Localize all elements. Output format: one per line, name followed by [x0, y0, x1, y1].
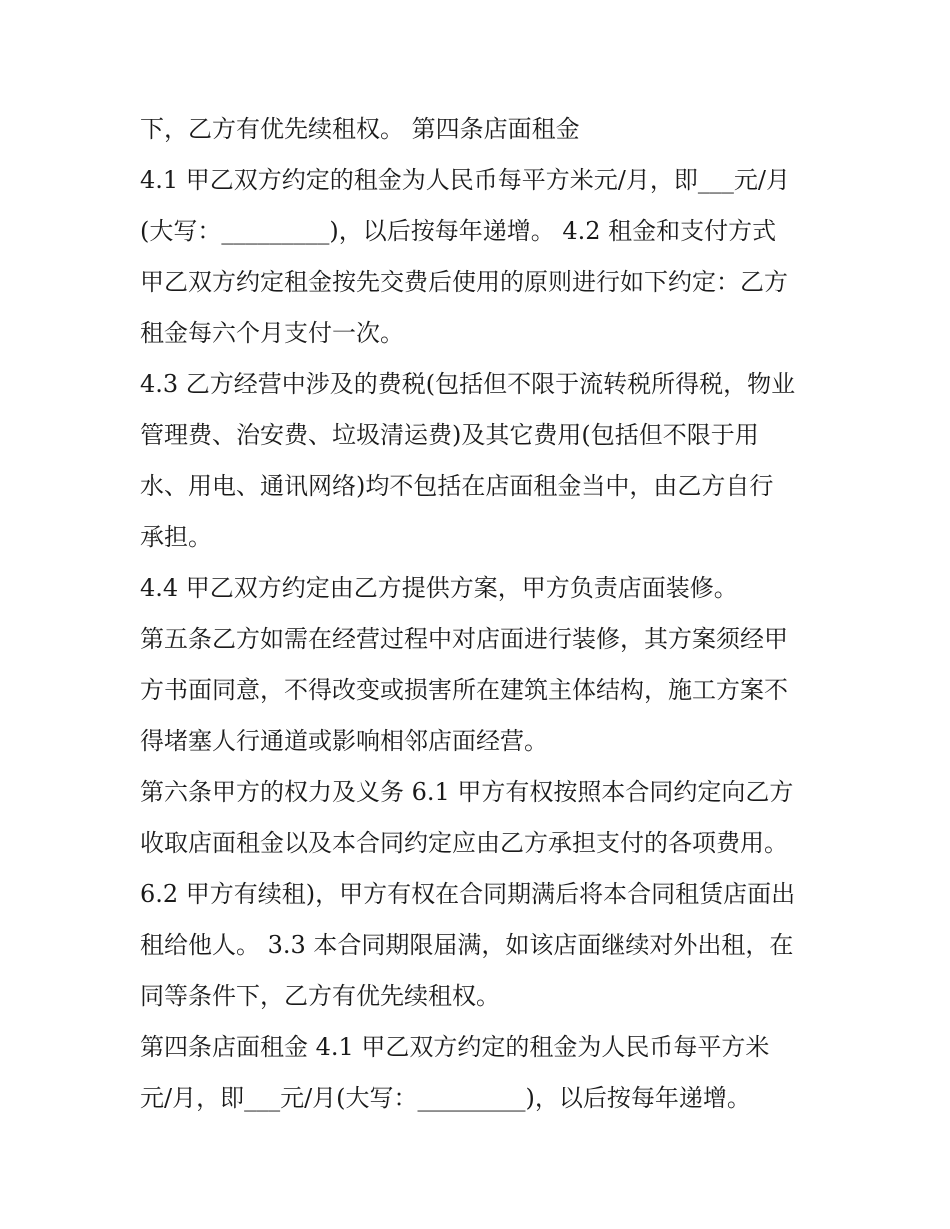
text-line-4: 甲乙双方约定租金按先交费后使用的原则进行如下约定：乙方 — [140, 268, 788, 296]
text-line-20: 元/月，即___元/月(大写：_________)，以后按每年递增。 — [140, 1084, 751, 1112]
text-line-11: 第五条乙方如需在经营过程中对店面进行装修，其方案须经甲 — [140, 625, 788, 653]
text-line-14: 第六条甲方的权力及义务 6.1 甲方有权按照本合同约定向乙方 — [140, 778, 794, 806]
text-line-13: 得堵塞人行通道或影响相邻店面经营。 — [140, 727, 548, 755]
text-line-6: 4.3 乙方经营中涉及的费税(包括但不限于流转税所得税，物业 — [140, 370, 796, 398]
text-line-8: 水、用电、通讯网络)均不包括在店面租金当中，由乙方自行 — [140, 472, 774, 500]
text-line-19: 第四条店面租金 4.1 甲乙双方约定的租金为人民币每平方米 — [140, 1033, 770, 1061]
text-line-15: 收取店面租金以及本合同约定应由乙方承担支付的各项费用。 — [140, 829, 788, 857]
text-line-5: 租金每六个月支付一次。 — [140, 319, 404, 347]
text-line-9: 承担。 — [140, 523, 212, 551]
text-line-12: 方书面同意，不得改变或损害所在建筑主体结构，施工方案不 — [140, 676, 788, 704]
text-line-16: 6.2 甲方有续租)，甲方有权在合同期满后将本合同租赁店面出 — [140, 880, 796, 908]
text-line-1: 下，乙方有优先续租权。 第四条店面租金 — [140, 115, 580, 143]
text-line-2: 4.1 甲乙双方约定的租金为人民币每平方米元/月，即___元/月 — [140, 166, 790, 194]
text-line-3: (大写：_________)，以后按每年递增。 4.2 租金和支付方式 — [140, 217, 777, 245]
text-line-18: 同等条件下，乙方有优先续租权。 — [140, 982, 500, 1010]
document-body — [140, 104, 830, 1124]
text-line-7: 管理费、治安费、垃圾清运费)及其它费用(包括但不限于用 — [140, 421, 759, 449]
text-line-17: 租给他人。 3.3 本合同期限届满，如该店面继续对外出租，在 — [140, 931, 794, 959]
text-line-10: 4.4 甲乙双方约定由乙方提供方案，甲方负责店面装修。 — [140, 574, 738, 602]
